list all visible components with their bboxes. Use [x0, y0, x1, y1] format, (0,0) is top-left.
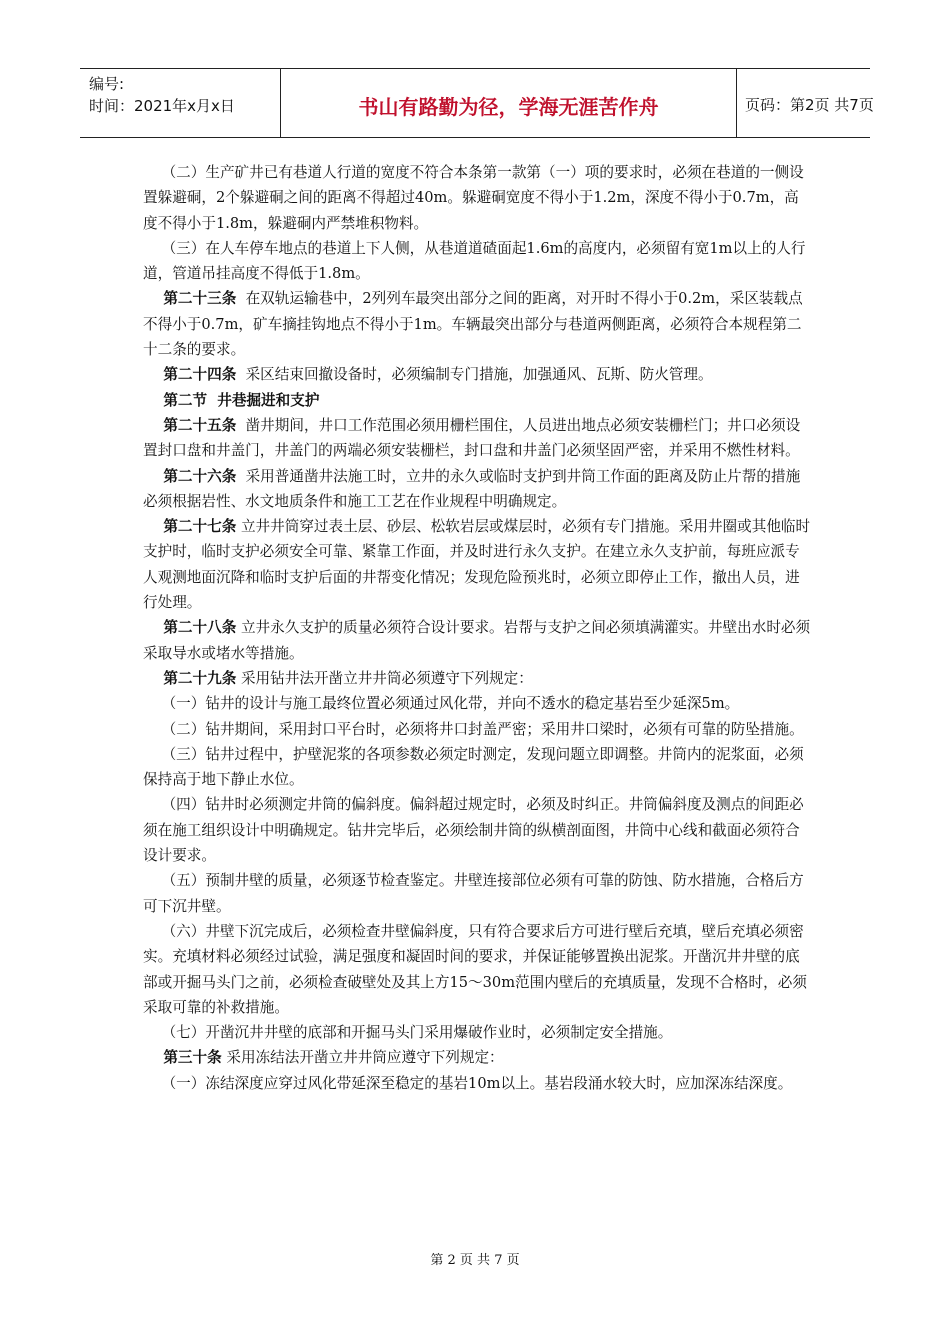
paragraph [143, 236, 813, 287]
document-number-label: 编号: [89, 75, 125, 93]
paragraph-text: （四）钻井时必须测定井筒的偏斜度。偏斜超过规定时，必须及时纠正。井筒偏斜度及测点的间距必须在施工组织设计中明确规定。钻井完毕后，必须绘制井筒的纵横剖面图，井筒中心线和截面必须符合设计要求。 [143, 796, 804, 865]
paragraph [143, 919, 813, 1020]
paragraph [143, 615, 813, 666]
paragraph [143, 464, 813, 515]
paragraph [143, 1020, 813, 1045]
paragraph [143, 388, 813, 413]
header-meta-cell [80, 69, 280, 137]
paragraph-text: 在双轨运输巷中，2列列车最突出部分之间的距离，对开时不得小于0.2m，采区装载点不得小于0.7m，矿车摘挂钩地点不得小于1m。车辆最突出部分与巷道两侧距离，必须符合本规程第二十二条的要求。 [143, 290, 803, 359]
article-heading: 第二十四条 [143, 366, 237, 384]
document-time-label: 时间：2021年x月x日 [89, 97, 235, 115]
paragraph [143, 1045, 813, 1070]
article-heading: 第三十条 [143, 1049, 222, 1067]
page-footer: 第 2 页 共 7 页 [430, 1253, 520, 1268]
paragraph-text: （一）钻井的设计与施工最终位置必须通过风化带，并向不透水的稳定基岩至少延深5m。 [143, 695, 740, 713]
header-page-cell [735, 69, 874, 137]
paragraph [143, 362, 813, 387]
article-heading: 第二十五条 [143, 416, 237, 434]
article-heading: 第二十三条 [143, 290, 237, 308]
paragraph [143, 160, 813, 236]
paragraph-text: 采用冻结法开凿立井井筒应遵守下列规定： [221, 1049, 504, 1067]
header-page-code: 页码：第2页 共7页 [745, 96, 874, 114]
paragraph [143, 1071, 813, 1096]
paragraph [143, 286, 813, 362]
paragraph-text: （二）生产矿井已有巷道人行道的宽度不符合本条第一款第（一）项的要求时，必须在巷道的一侧设置躲避硐，2个躲避硐之间的距离不得超过40m。躲避硐宽度不得小于1.2m，深度不得小于0.7m，高度不得小于1.8m，躲避硐内严禁堆积物料。 [143, 164, 804, 232]
paragraph [143, 691, 813, 716]
paragraph-text: 立井永久支护的质量必须符合设计要求。岩帮与支护之间必须填满灌实。井壁出水时必须采取导水或堵水等措施。 [143, 619, 811, 662]
paragraph-text: 立井井筒穿过表土层、砂层、松软岩层或煤层时，必须有专门措施。采用井圈或其他临时支护时，临时支护必须安全可靠、紧靠工作面，并及时进行永久支护。在建立永久支护前，每班应派专人观测地面沉降和临时支护后面的井帮变化情况；发现危险预兆时，必须立即停止工作，撤出人员，进行处理。 [143, 518, 811, 612]
paragraph-text: （一）冻结深度应穿过风化带延深至稳定的基岩10m以上。基岩段涌水较大时，应加深冻结深度。 [143, 1074, 793, 1092]
paragraph-text: 采区结束回撤设备时，必须编制专门措施，加强通风、瓦斯、防火管理。 [236, 366, 713, 384]
paragraph [143, 868, 813, 919]
article-heading: 第二十六条 [143, 467, 237, 485]
header-motto: 书山有路勤为径，学海无涯苦作舟 [358, 95, 659, 119]
paragraph [143, 742, 813, 793]
page-header [80, 68, 874, 138]
paragraph-text: （三）钻井过程中，护壁泥浆的各项参数必须定时测定，发现问题立即调整。井筒内的泥浆面，必须保持高于地下静止水位。 [143, 745, 804, 789]
header-motto-cell [280, 69, 737, 137]
article-heading: 第二节 井巷掘进和支护 [143, 391, 320, 409]
paragraph-text: 采用普通凿井法施工时，立井的永久或临时支护到井筒工作面的距离及防止片帮的措施必须根据岩性、水文地质条件和施工工艺在作业规程中明确规定。 [143, 467, 801, 510]
paragraph-text: 采用钻井法开凿立井井筒必须遵守下列规定： [236, 669, 533, 687]
article-heading: 第二十八条 [143, 619, 237, 637]
paragraph-text: （六）井壁下沉完成后，必须检查井壁偏斜度，只有符合要求后方可进行壁后充填，壁后充填必须密实。充填材料必须经过试验，满足强度和凝固时间的要求，并保证能够置换出泥浆。开凿沉井井壁的底部或开掘马头门之前，必须检查破壁处及其上方15～30m范围内壁后的充填质量，发现不合格时，必须采取可靠的补救措施。 [143, 922, 807, 1016]
article-heading: 第二十九条 [143, 669, 237, 687]
paragraph [143, 717, 813, 742]
paragraph [143, 413, 813, 464]
paragraph-text: （七）开凿沉井井壁的底部和开掘马头门采用爆破作业时，必须制定安全措施。 [143, 1024, 673, 1042]
paragraph-text: （三）在人车停车地点的巷道上下人侧，从巷道道碴面起1.6m的高度内，必须留有宽1m以上的人行道，管道吊挂高度不得低于1.8m。 [143, 239, 806, 283]
paragraph [143, 666, 813, 691]
paragraph [143, 514, 813, 615]
document-body [143, 160, 813, 1096]
paragraph-text: （五）预制井壁的质量，必须逐节检查鉴定。井壁连接部位必须有可靠的防蚀、防水措施，合格后方可下沉井壁。 [143, 872, 804, 915]
paragraph [143, 792, 813, 868]
paragraph-text: （二）钻井期间，采用封口平台时，必须将井口封盖严密；采用井口梁时，必须有可靠的防坠措施。 [143, 720, 804, 738]
article-heading: 第二十七条 [143, 518, 237, 536]
paragraph-text: 凿井期间，井口工作范围必须用栅栏围住，人员进出地点必须安装栅栏门；井口必须设置封口盘和井盖门，井盖门的两端必须安装栅栏，封口盘和井盖门必须坚固严密，并采用不燃性材料。 [143, 416, 801, 460]
